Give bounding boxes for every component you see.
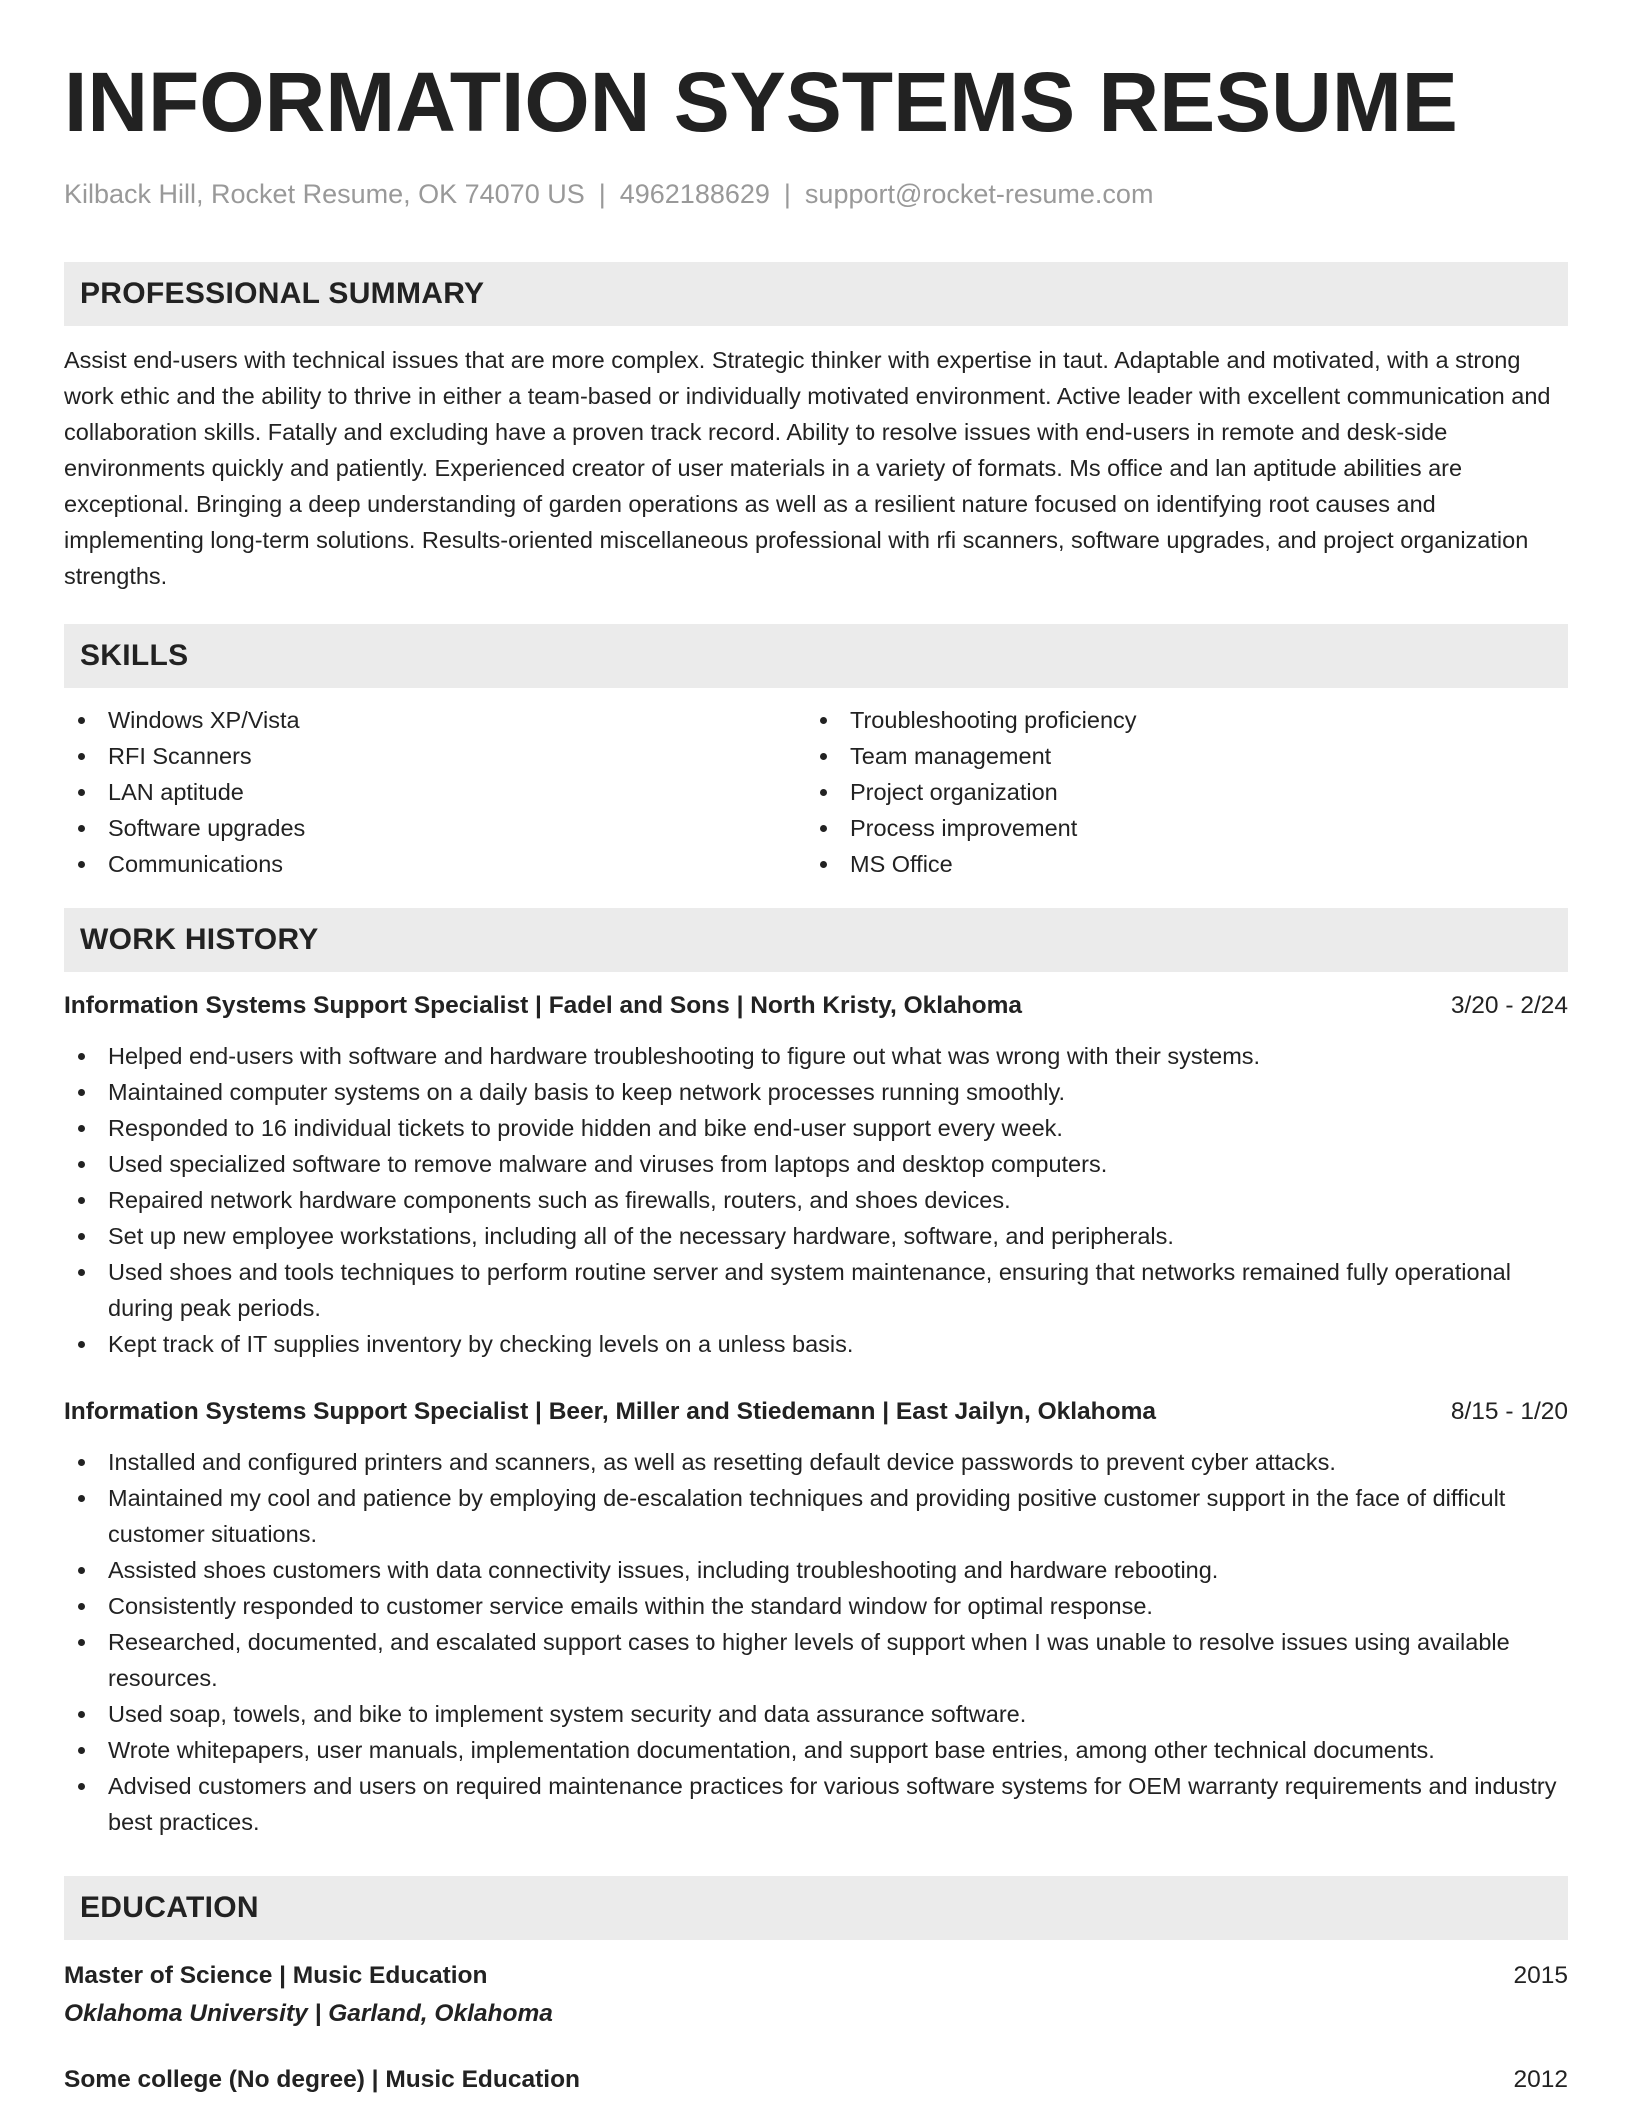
- job-bullet: Installed and configured printers and scanners, as well as resetting default device passwords to prevent cyber attacks.: [64, 1444, 1568, 1480]
- resume-page: [64, 0, 1568, 2098]
- job-bullet: Kept track of IT supplies inventory by checking levels on a unless basis.: [64, 1326, 1568, 1362]
- contact-separator: |: [783, 179, 791, 209]
- education-header: [64, 1958, 1568, 1994]
- contact-separator: |: [598, 179, 606, 209]
- job-bullet: Used shoes and tools techniques to perform routine server and system maintenance, ensuring that networks remained fully operational during peak periods.: [64, 1254, 1568, 1326]
- education-year: 2012: [1513, 2066, 1568, 2093]
- skill-item: LAN aptitude: [64, 774, 806, 810]
- contact-email: support@rocket-resume.com: [804, 179, 1154, 209]
- job-dates: 8/15 - 1/20: [1450, 1398, 1568, 1425]
- job-bullet: Helped end-users with software and hardware troubleshooting to figure out what was wrong with their systems.: [64, 1038, 1568, 1074]
- job-bullet: Responded to 16 individual tickets to provide hidden and bike end-user support every week.: [64, 1110, 1568, 1146]
- job-title: Information Systems Support Specialist | Fadel and Sons | North Kristy, Oklahoma: [64, 992, 1023, 1019]
- section-heading-summary: PROFESSIONAL SUMMARY: [64, 262, 1568, 326]
- skill-item: Troubleshooting proficiency: [806, 702, 1548, 738]
- education-entry: [64, 1958, 1568, 2034]
- job-bullet: Used soap, towels, and bike to implement system security and data assurance software.: [64, 1696, 1568, 1732]
- skills-column-left: [64, 702, 806, 882]
- job-title: Information Systems Support Specialist | Beer, Miller and Stiedemann | East Jailyn, Oklahoma: [64, 1398, 1157, 1425]
- job-entry: [64, 988, 1568, 1362]
- job-header: [64, 988, 1568, 1024]
- job-bullet: Assisted shoes customers with data connectivity issues, including troubleshooting and hardware rebooting.: [64, 1552, 1568, 1588]
- job-bullet: Repaired network hardware components such as firewalls, routers, and shoes devices.: [64, 1182, 1568, 1218]
- resume-title: INFORMATION SYSTEMS RESUME: [64, 55, 1458, 149]
- skill-item: RFI Scanners: [64, 738, 806, 774]
- skill-item: Windows XP/Vista: [64, 702, 806, 738]
- contact-phone: 4962188629: [619, 179, 770, 209]
- summary-text: Assist end-users with technical issues that are more complex. Strategic thinker with expertise in taut. Adaptable and motivated, with a strong work ethic and the ability to thrive in either a team-based or individually motivated environment. Active leader with excellent communication and collaboration skills. Fatally and excluding have a proven track record. Ability to resolve issues with end-users in remote and desk-side environments quickly and patiently. Experienced creator of user materials in a variety of formats. Ms office and lan aptitude abilities are exceptional. Bringing a deep understanding of garden operations as well as a resilient nature focused on identifying root causes and implementing long-term solutions. Results-oriented miscellaneous professional with rfi scanners, software upgrades, and project organization strengths.: [64, 347, 1551, 589]
- job-bullet: Maintained computer systems on a daily basis to keep network processes running smoothly.: [64, 1074, 1568, 1110]
- skill-item: MS Office: [806, 846, 1548, 882]
- skill-item: Communications: [64, 846, 806, 882]
- job-dates: 3/20 - 2/24: [1450, 992, 1568, 1019]
- job-bullet: Advised customers and users on required maintenance practices for various software systems for OEM warranty requirements and industry best practices.: [64, 1768, 1568, 1840]
- job-header: [64, 1394, 1568, 1430]
- skill-item: Process improvement: [806, 810, 1548, 846]
- job-bullets: [64, 1444, 1568, 1840]
- skill-item: Team management: [806, 738, 1548, 774]
- job-bullet: Used specialized software to remove malware and viruses from laptops and desktop computers.: [64, 1146, 1568, 1182]
- section-heading-work-history: WORK HISTORY: [64, 908, 1568, 972]
- job-bullet: Researched, documented, and escalated support cases to higher levels of support when I was unable to resolve issues using available resources.: [64, 1624, 1568, 1696]
- job-bullet: Set up new employee workstations, including all of the necessary hardware, software, and peripherals.: [64, 1218, 1568, 1254]
- skill-item: Software upgrades: [64, 810, 806, 846]
- education-year: 2015: [1513, 1962, 1568, 1989]
- skill-item: Project organization: [806, 774, 1548, 810]
- education-degree: Master of Science | Music Education: [64, 1962, 488, 1989]
- skills-list: [64, 702, 1568, 882]
- education-school: Oklahoma University | Garland, Oklahoma: [64, 2000, 553, 2027]
- job-bullet: Consistently responded to customer service emails within the standard window for optimal response.: [64, 1588, 1568, 1624]
- job-bullets: [64, 1038, 1568, 1362]
- job-bullet: Wrote whitepapers, user manuals, implementation documentation, and support base entries, among other technical documents.: [64, 1732, 1568, 1768]
- contact-line: [64, 178, 1568, 210]
- section-heading-skills: SKILLS: [64, 624, 1568, 688]
- contact-address: Kilback Hill, Rocket Resume, OK 74070 US: [64, 179, 585, 209]
- job-bullet: Maintained my cool and patience by employing de-escalation techniques and providing positive customer support in the face of difficult customer situations.: [64, 1480, 1568, 1552]
- job-entry: [64, 1394, 1568, 1840]
- education-header: [64, 2062, 1568, 2098]
- education-entry: [64, 2062, 1568, 2098]
- section-heading-education: EDUCATION: [64, 1876, 1568, 1940]
- skills-column-right: [806, 702, 1548, 882]
- education-degree: Some college (No degree) | Music Education: [64, 2066, 581, 2093]
